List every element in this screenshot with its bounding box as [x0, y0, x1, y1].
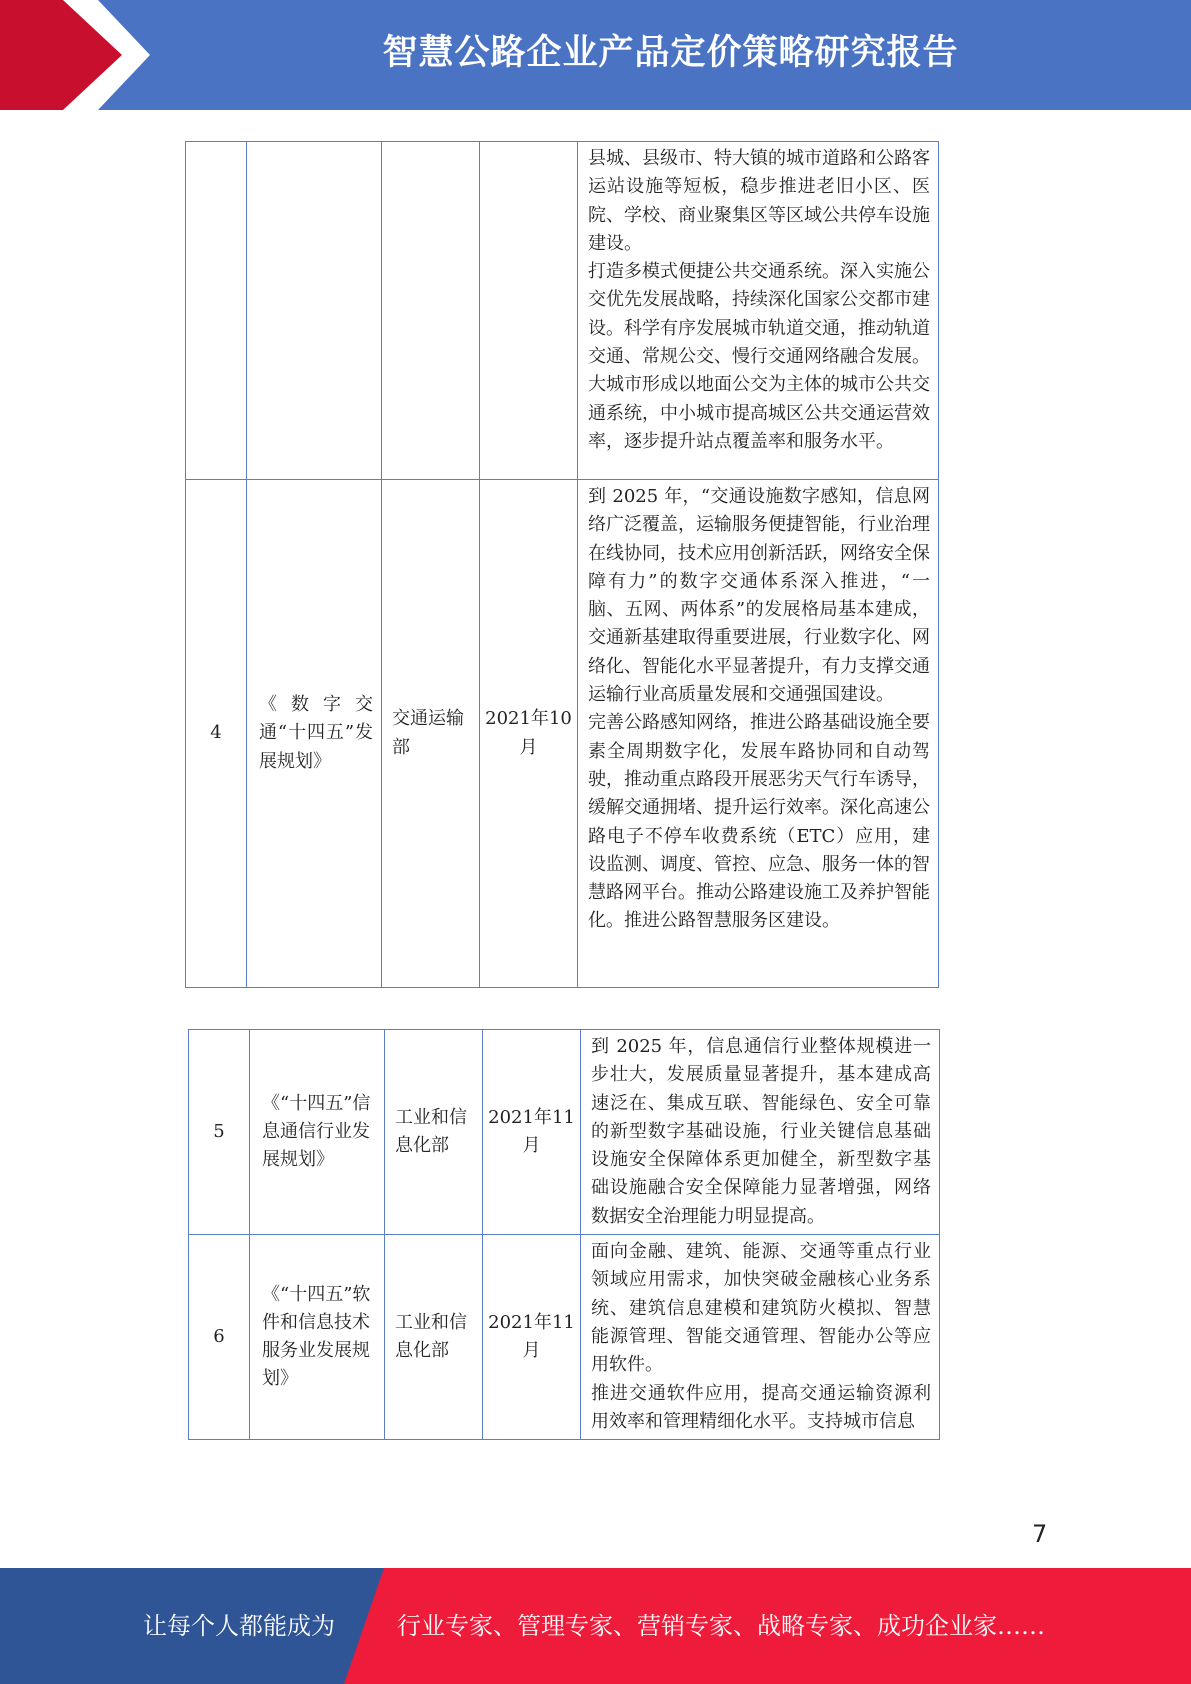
issuing-department: 工业和信息化部 — [385, 1235, 483, 1440]
page-header — [0, 0, 1191, 110]
policy-name — [247, 142, 382, 480]
issuing-department — [382, 142, 480, 480]
row-number — [186, 142, 247, 480]
content-paragraph: 面向金融、建筑、能源、交通等重点行业领域应用需求，加快突破金融核心业务系统、建筑信息建模和建筑防火模拟、智慧能源管理、智能交通管理、智能办公等应用软件。 — [591, 1241, 931, 1376]
report-title: 智慧公路企业产品定价策略研究报告 — [382, 33, 959, 73]
table-row — [189, 1235, 940, 1440]
content-paragraph: 完善公路感知网络，推进公路基础设施全要素全周期数字化，发展车路协同和自动驾驶，推动重点路段开展恶劣天气行车诱导，缓解交通拥堵、提升运行效率。深化高速公路电子不停车收费系统（ETC）应用，建设监测、调度、管控、应急、服务一体的智慧路网平台。推动公路建设施工及养护智能化。推进公路智慧服务区建设。 — [588, 712, 930, 932]
table-row — [186, 142, 939, 480]
page-number: 7 — [1032, 1520, 1048, 1548]
issue-date — [480, 142, 578, 480]
content-paragraph: 县城、县级市、特大镇的城市道路和公路客运站设施等短板，稳步推进老旧小区、医院、学校、商业聚集区等区域公共停车设施建设。 — [588, 148, 930, 254]
row-number: 6 — [189, 1235, 250, 1440]
issuing-department: 工业和信息化部 — [385, 1030, 483, 1235]
policy-name: 《数字交通“十四五”发展规划》 — [247, 480, 382, 988]
policy-table-1 — [185, 141, 939, 988]
policy-name: 《“十四五”软件和信息技术服务业发展规划》 — [250, 1235, 385, 1440]
issue-date: 2021年10月 — [480, 480, 578, 988]
policy-name: 《“十四五”信息通信行业发展规划》 — [250, 1030, 385, 1235]
page-footer — [0, 1568, 1191, 1684]
row-number: 4 — [186, 480, 247, 988]
issue-date: 2021年11月 — [483, 1030, 581, 1235]
policy-content — [578, 142, 939, 480]
policy-content — [581, 1030, 940, 1235]
table-row — [189, 1030, 940, 1235]
issuing-department: 交通运输部 — [382, 480, 480, 988]
row-number: 5 — [189, 1030, 250, 1235]
content-paragraph: 推进交通软件应用，提高交通运输资源利用效率和管理精细化水平。支持城市信息 — [591, 1382, 931, 1432]
policy-content — [578, 480, 939, 988]
content-paragraph: 到 2025 年，信息通信行业整体规模进一步壮大，发展质量显著提升，基本建成高速泛在、集成互联、智能绿色、安全可靠的新型数字基础设施，行业关键信息基础设施安全保障体系更加健全，新型数字基础设施融合安全保障能力显著增强，网络数据安全治理能力明显提高。 — [591, 1036, 931, 1227]
footer-slogan-left: 让每个人都能成为 — [143, 1612, 335, 1640]
policy-content — [581, 1235, 940, 1440]
table-row — [186, 480, 939, 988]
issue-date: 2021年11月 — [483, 1235, 581, 1440]
content-paragraph: 打造多模式便捷公共交通系统。深入实施公交优先发展战略，持续深化国家公交都市建设。科学有序发展城市轨道交通，推动轨道交通、常规公交、慢行交通网络融合发展。大城市形成以地面公交为主体的城市公共交通系统，中小城市提高城区公共交通运营效率，逐步提升站点覆盖率和服务水平。 — [588, 261, 930, 452]
footer-slogan-right: 行业专家、管理专家、营销专家、战略专家、成功企业家…… — [397, 1612, 1045, 1640]
policy-table-2 — [188, 1029, 940, 1440]
content-paragraph: 到 2025 年，“交通设施数字感知，信息网络广泛覆盖，运输服务便捷智能，行业治理在线协同，技术应用创新活跃，网络安全保障有力”的数字交通体系深入推进，“一脑、五网、两体系”的发展格局基本建成，交通新基建取得重要进展，行业数字化、网络化、智能化水平显著提升，有力支撑交通运输行业高质量发展和交通强国建设。 — [588, 486, 930, 706]
